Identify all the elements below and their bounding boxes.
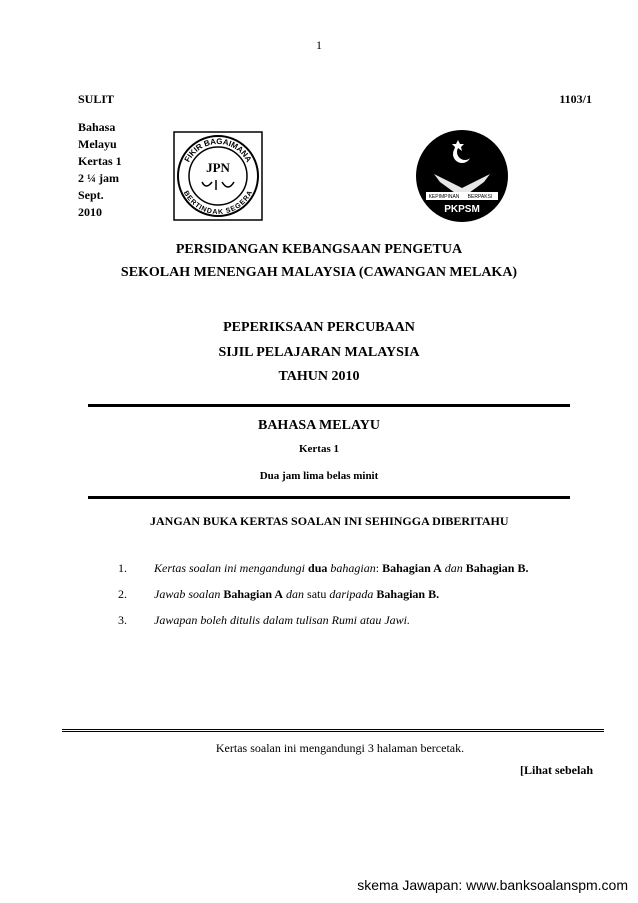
instruction-number: 1. (118, 561, 127, 575)
divider-bottom (88, 496, 570, 499)
instructions-heading: JANGAN BUKA KERTAS SOALAN INI SEHINGGA DIBERITAHU (150, 514, 509, 528)
source-footer: skema Jawapan: www.banksoalanspm.com (357, 877, 628, 893)
svg-text:PKPSM: PKPSM (444, 204, 480, 215)
meta-line: Kertas 1 (78, 154, 122, 168)
meta-line: 2 ¼ jam (78, 171, 119, 185)
svg-text:JPN: JPN (206, 160, 230, 175)
svg-text:BERPAKSI: BERPAKSI (467, 194, 493, 200)
paper-duration: Dua jam lima belas minit (259, 470, 379, 482)
instruction-item-1: Kertas soalan ini mengandungi dua bahagian: Bahagian A dan Bahagian B. (154, 561, 529, 575)
footer-rule-2 (62, 731, 604, 732)
paper-meta (78, 119, 122, 221)
page-number: 1 (316, 38, 322, 52)
paper-number: Kertas 1 (298, 443, 339, 455)
instruction-number: 2. (118, 587, 127, 601)
certificate-name: SIJIL PELAJARAN MALAYSIA (218, 345, 420, 360)
svg-text:KEPIMPINAN: KEPIMPINAN (428, 194, 460, 200)
turn-over-label: [Lihat sebelah (519, 763, 593, 777)
instruction-item-3: Jawapan boleh ditulis dalam tulisan Rumi atau Jawi. (154, 613, 410, 627)
paper-code: 1103/1 (559, 92, 592, 106)
subject-title: BAHASA MELAYU (257, 418, 380, 433)
title-line-1: PERSIDANGAN KEBANGSAAN PENGETUA (175, 242, 463, 257)
title-line-2: SEKOLAH MENENGAH MALAYSIA (CAWANGAN MELAKA) (120, 265, 518, 280)
meta-line: Melayu (78, 137, 117, 151)
jpn-seal-logo (172, 130, 264, 222)
classification-label: SULIT (78, 92, 115, 106)
instruction-item-2: Jawab soalan Bahagian A dan satu daripada Bahagian B. (154, 587, 440, 601)
pkpsm-logo (414, 128, 510, 224)
svg-text:BERTINDAK SEGERA: BERTINDAK SEGERA (181, 189, 255, 217)
footer-rule (62, 729, 604, 730)
meta-line: Sept. (78, 188, 104, 202)
exam-year: TAHUN 2010 (278, 369, 360, 384)
divider-top (88, 404, 570, 407)
pages-note: Kertas soalan ini mengandungi 3 halaman bercetak. (215, 741, 465, 755)
exam-name: PEPERIKSAAN PERCUBAAN (223, 320, 415, 335)
instruction-number: 3. (118, 613, 127, 627)
meta-line: Bahasa (78, 120, 116, 134)
svg-text:FIKIR BAGAIMANA: FIKIR BAGAIMANA (182, 136, 254, 164)
meta-line: 2010 (78, 205, 102, 219)
